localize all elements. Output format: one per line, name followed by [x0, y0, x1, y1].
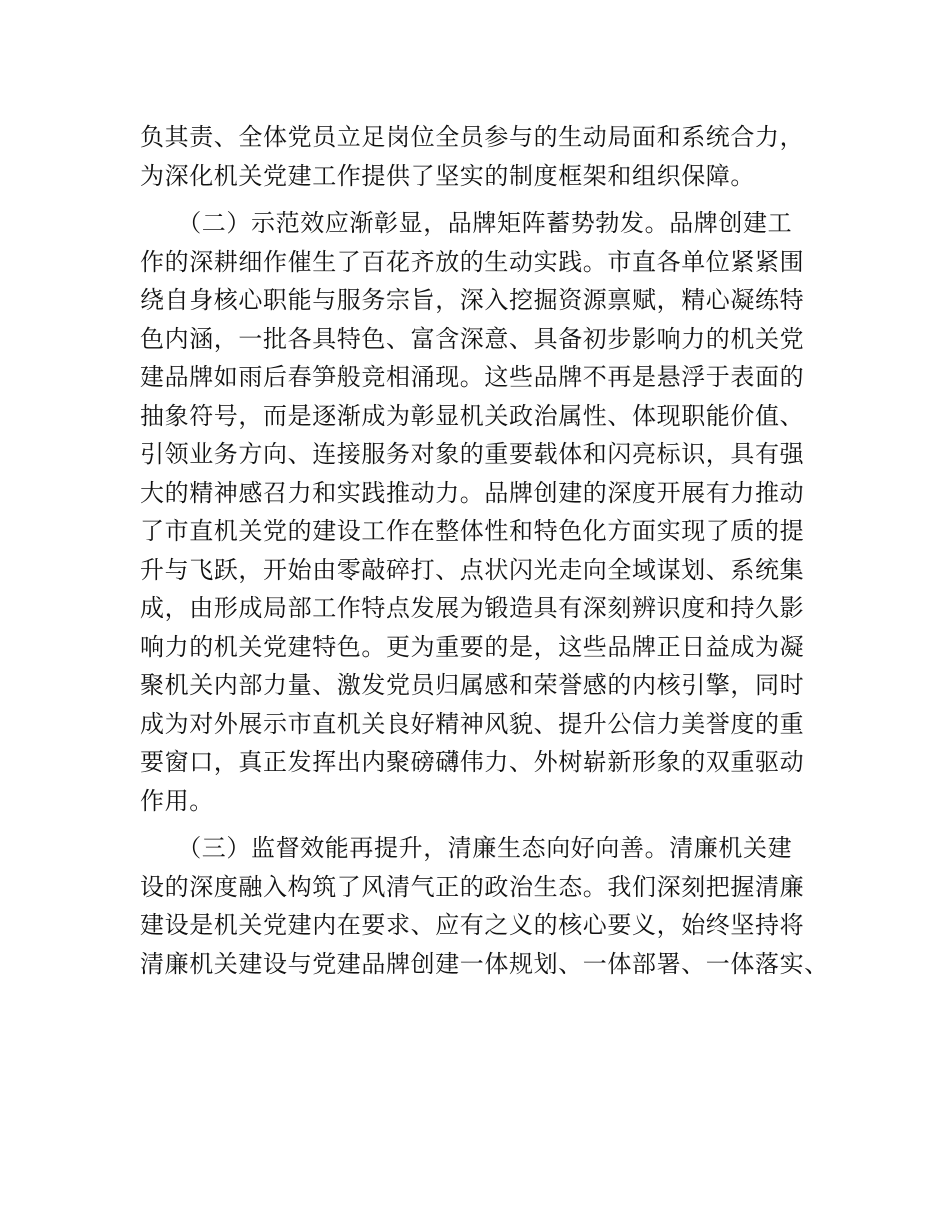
text-line: 建设是机关党建内在要求、应有之义的核心要义，始终坚持将: [140, 911, 805, 939]
text-line: 要窗口，真正发挥出内聚磅礴伟力、外树崭新形象的双重驱动: [140, 748, 805, 776]
text-line: 大的精神感召力和实践推动力。品牌创建的深度开展有力推动: [140, 478, 805, 507]
text-line: 绕自身核心职能与服务宗旨，深入挖掘资源禀赋，精心凝练特: [140, 286, 805, 314]
paragraph-2: [140, 204, 830, 820]
text-line: （二）示范效应渐彰显，品牌矩阵蓄势勃发。品牌创建工: [140, 209, 793, 237]
paragraph-1: [140, 118, 830, 195]
text-line: 升与飞跃，开始由零敲碎打、点状闪光走向全域谋划、系统集: [140, 555, 805, 584]
text-line: 负其责、全体党员立足岗位全员参与的生动局面和系统合力，: [140, 123, 805, 151]
text-line: 成为对外展示市直机关良好精神风貌、提升公信力美誉度的重: [140, 709, 805, 738]
text-line: 建品牌如雨后春笋般竞相涌现。这些品牌不再是悬浮于表面的: [140, 363, 805, 391]
document-page: [140, 118, 830, 983]
text-line: 了市直机关党的建设工作在整体性和特色化方面实现了质的提: [140, 517, 805, 545]
text-line: 抽象符号，而是逐渐成为彰显机关政治属性、体现职能价值、: [140, 401, 805, 430]
text-line: 聚机关内部力量、激发党员归属感和荣誉感的内核引擎，同时: [140, 671, 805, 699]
text-line: 引领业务方向、连接服务对象的重要载体和闪亮标识，具有强: [140, 440, 805, 468]
paragraph-3: [140, 829, 830, 983]
text-line: 作用。: [140, 786, 214, 815]
text-line: 清廉机关建设与党建品牌创建一体规划、一体部署、一体落实、: [140, 949, 829, 978]
text-line: 成，由形成局部工作特点发展为锻造具有深刻辨识度和持久影: [140, 594, 805, 622]
text-line: 响力的机关党建特色。更为重要的是，这些品牌正日益成为凝: [140, 632, 805, 661]
text-line: 作的深耕细作催生了百花齐放的生动实践。市直各单位紧紧围: [140, 247, 805, 276]
text-line: 设的深度融入构筑了风清气正的政治生态。我们深刻把握清廉: [140, 872, 805, 901]
text-line: 色内涵，一批各具特色、富含深意、具备初步影响力的机关党: [140, 324, 805, 353]
text-line: 为深化机关党建工作提供了坚实的制度框架和组织保障。: [140, 161, 755, 190]
text-line: （三）监督效能再提升，清廉生态向好向善。清廉机关建: [140, 834, 793, 862]
